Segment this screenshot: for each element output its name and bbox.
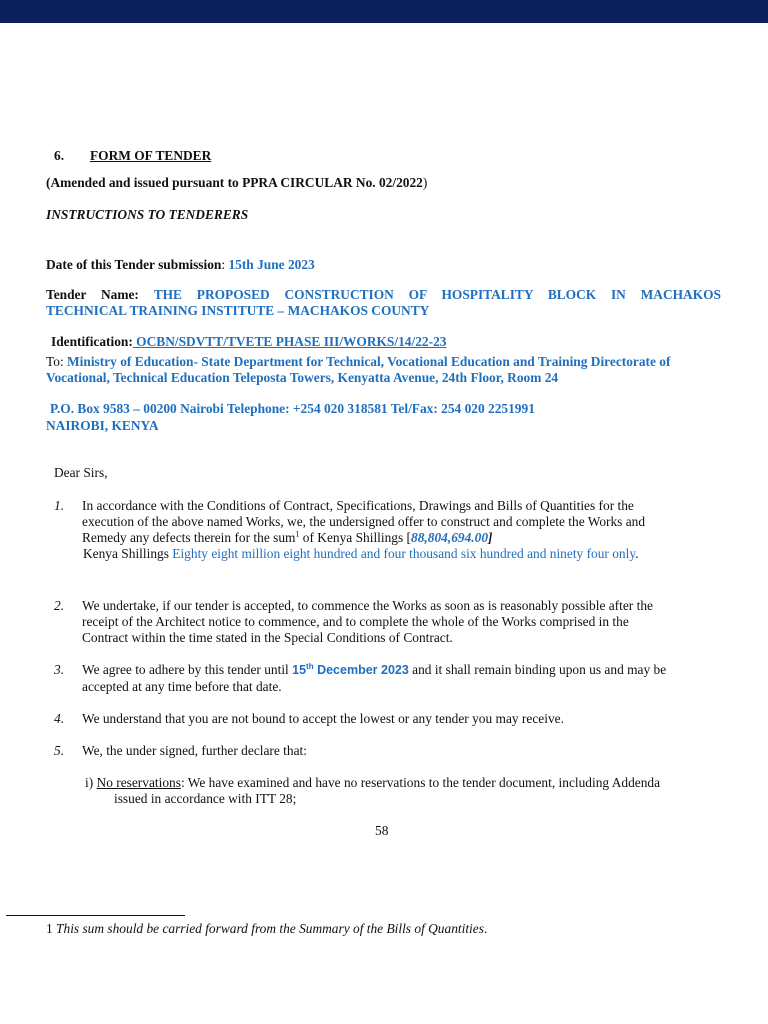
validity-date-suffix: th xyxy=(306,661,314,671)
item-2-line1: We undertake, if our tender is accepted, to commence the Works as soon as is reasonably possible after the xyxy=(82,598,653,613)
identification-label: Identification: xyxy=(51,334,133,349)
tender-amount-words: Eighty eight million eight hundred and four thousand six hundred and ninety four only xyxy=(172,546,636,561)
amended-note-text: (Amended and issued pursuant to PPRA CIRCULAR No. 02/2022 xyxy=(46,175,423,190)
item-1-sum-text: Remedy any defects therein for the sum xyxy=(82,530,296,545)
address-line2: NAIROBI, KENYA xyxy=(46,418,159,433)
page-number: 58 xyxy=(375,823,389,838)
item-2-line3: Contract within the time stated in the Special Conditions of Contract. xyxy=(82,630,453,645)
item-1-words-end: . xyxy=(635,546,639,561)
recipient-value-line1: Ministry of Education- State Department for Technical, Vocational Education and Training Directorate of xyxy=(67,354,671,369)
footnote-number: 1 xyxy=(46,921,57,936)
tender-name-line1 xyxy=(46,287,721,303)
item-4-number: 4. xyxy=(54,711,65,726)
item-3-text-pre: We agree to adhere by this tender until xyxy=(82,662,293,677)
subitem-label: No reservations xyxy=(96,775,181,790)
item-3-number: 3. xyxy=(54,662,65,677)
item-1-words-label: Kenya Shillings xyxy=(83,546,173,561)
salutation: Dear Sirs, xyxy=(54,465,108,480)
item-5-number: 5. xyxy=(54,743,65,758)
item-1-line2: execution of the above named Works, we, the undersigned offer to construct and complete the Works and xyxy=(82,514,646,529)
recipient-line1 xyxy=(46,354,726,370)
validity-date xyxy=(292,663,409,677)
item-4-line1: We understand that you are not bound to accept the lowest or any tender you may receive. xyxy=(82,711,564,726)
subitem-prefix: i) xyxy=(85,775,97,790)
footnote-ref: 1 xyxy=(295,529,300,539)
item-3-text-post: and it shall remain binding upon us and may be xyxy=(408,662,667,677)
item-1-number: 1. xyxy=(54,498,65,513)
section-title: FORM OF TENDER xyxy=(90,148,212,163)
identification-line xyxy=(51,334,446,350)
subitem-line1 xyxy=(85,775,660,791)
recipient-value-line2: Vocational, Technical Education Teleposta Towers, Kenyatta Avenue, 24th Floor, Room 24 xyxy=(46,370,559,385)
amended-note-close: ) xyxy=(422,175,428,190)
footnote-end: . xyxy=(483,921,488,936)
recipient-label: To: xyxy=(46,354,68,369)
amended-note xyxy=(46,175,427,191)
instructions-heading: INSTRUCTIONS TO TENDERERS xyxy=(46,207,249,222)
footnote xyxy=(46,921,487,937)
item-1-sum-mid: of Kenya Shillings [ xyxy=(299,530,412,545)
address-line1: P.O. Box 9583 – 00200 Nairobi Telephone: +254 020 318581 Tel/Fax: 254 020 2251991 xyxy=(50,401,535,416)
identification-value: OCBN/SDVTT/TVETE PHASE III/WORKS/14/22-23 xyxy=(132,334,447,349)
item-3-line1 xyxy=(82,662,666,678)
item-1-words-line xyxy=(83,546,639,562)
submission-date-line xyxy=(46,257,315,273)
validity-date-day: 15 xyxy=(292,663,307,677)
subitem-line2: issued in accordance with ITT 28; xyxy=(114,791,297,806)
submission-label: Date of this Tender submission xyxy=(46,257,222,272)
item-2-line2: receipt of the Architect notice to commence, and to complete the whole of the Works comprised in the xyxy=(82,614,629,629)
submission-date: 15th June 2023 xyxy=(228,257,315,272)
tender-amount-close: ] xyxy=(488,530,493,545)
submission-colon: : xyxy=(221,257,229,272)
item-5-line1: We, the under signed, further declare that: xyxy=(82,743,307,758)
tender-amount: 88,804,694.00 xyxy=(411,530,489,545)
footnote-text: This sum should be carried forward from the Summary of the Bills of Quantities xyxy=(56,921,484,936)
tender-name-value-line2: TECHNICAL TRAINING INSTITUTE – MACHAKOS COUNTY xyxy=(46,303,430,318)
tender-name-value-line1: THE PROPOSED CONSTRUCTION OF HOSPITALITY BLOCK IN MACHAKOS xyxy=(153,287,721,302)
section-number: 6. xyxy=(54,148,65,163)
subitem-text: : We have examined and have no reservations to the tender document, including Addenda xyxy=(180,775,661,790)
item-1-line3 xyxy=(82,530,492,546)
item-1-line1: In accordance with the Conditions of Contract, Specifications, Drawings and Bills of Quantities for the xyxy=(82,498,634,513)
footnote-separator xyxy=(6,915,185,916)
item-3-line2: accepted at any time before that date. xyxy=(82,679,282,694)
item-2-number: 2. xyxy=(54,598,65,613)
validity-date-rest: December 2023 xyxy=(313,663,409,677)
tender-name-label: Tender Name: xyxy=(46,287,139,302)
header-bar xyxy=(0,0,768,23)
